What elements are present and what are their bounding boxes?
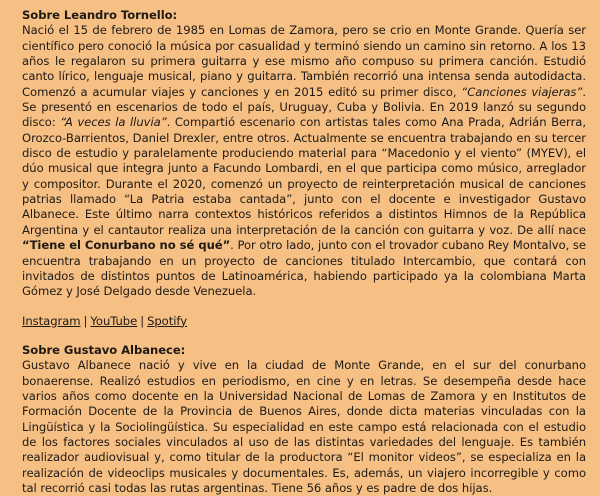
link-separator: | [140,313,145,328]
leandro-section [22,8,586,300]
gustavo-bio-paragraph: Gustavo Albanece nació y vive en la ciudad de Monte Grande, en el sur del conurbano bonaerense. Realizó estudios en periodismo, en cine y en letras. Se desempeña desde hace varios años como docente en la Universidad Nacional de Lomas de Zamora y en Institutos de Formación Docente de la Provincia de Buenos Aires, donde dicta materias vinculadas con la Lingüística y la Sociolingüística. Su especialidad en este campo está relacionada con el estudio de los factores sociales vinculados al uso de las distintas variedades del lenguaje. Es también realizador audiovisual y, como titular de la productora “El monitor videos”, se especializa en la realización de videoclips musicales y documentales. Es, además, un viajero incorregible y como tal recorrió casi todas las rutas argentinas. Tiene 56 años y es padre de dos hijas. [22,358,586,495]
leandro-bio-part-3: . Compartió escenario con artistas tales como Ana Prada, Adrián Berra, Orozco-Barrientos, Daniel Drexler, entre otros. Actualmente se encuentra trabajando en su tercer disco de estudio y paralelamente produciendo material para “Macedonio y el viento” (MYEV), el dúo musical que integra junto a Facundo Lombardi, en el que participa como músico, arreglador y compositor. Durante el 2020, comenzó un proyecto de reinterpretación musical de canciones patrias llamado “La Patria estaba cantada”, junto con el docente e investigador Gustavo Albanece. Este último narra contextos históricos referidos a distintos Himnos de la República Argentina y el cantautor realiza una interpretación de la canción con guitarra y voz. De allí nace [22,115,586,237]
leandro-bio-part-1: Nació el 15 de febrero de 1985 en Lomas de Zamora, pero se crio en Monte Grande. Quería ser científico pero conoció la música por casualidad y terminó siendo un camino sin retorno. A los 13 años le regalaron su primera guitarra y ese mismo año compuso su primera canción. Estudió canto lírico, lenguaje musical, piano y guitarra. También recorrió una intensa senda autodidacta. Comenzó a acumular viajes y canciones y en 2015 editó su primer disco, [22,23,586,99]
youtube-link[interactable]: YouTube [90,313,138,328]
leandro-bio-part-4: . Por otro lado, junto con el trovador cubano Rey Montalvo, se encuentra trabajando en un proyecto de canciones titulado Intercambio, que contará con invitados de distintos puntos de Latinoamérica, habiendo participado ya la colombiana Marta Gómez y José Delgado desde Venezuela. [22,238,587,299]
spotify-link[interactable]: Spotify [147,313,188,328]
disc-title-a-veces-la-lluvia: “A veces la lluvia” [60,115,167,130]
leandro-bio-part-2: . Se presentó en escenarios de todo el país, Uruguay, Cuba y Bolivia. En 2019 lanzó su segundo disco: [22,84,586,130]
disc-title-canciones-viajeras: “Canciones viajeras” [461,84,583,99]
link-separator: | [83,313,88,328]
social-links [22,314,586,329]
gustavo-heading: Sobre Gustavo Albanece: [22,342,186,357]
gustavo-section [22,343,586,496]
leandro-bio-paragraph [22,23,586,299]
instagram-link[interactable]: Instagram [22,313,81,328]
leandro-heading: Sobre Leandro Tornello: [22,8,178,22]
highlight-tiene-el-conurbano: “Tiene el Conurbano no sé qué” [22,238,231,253]
